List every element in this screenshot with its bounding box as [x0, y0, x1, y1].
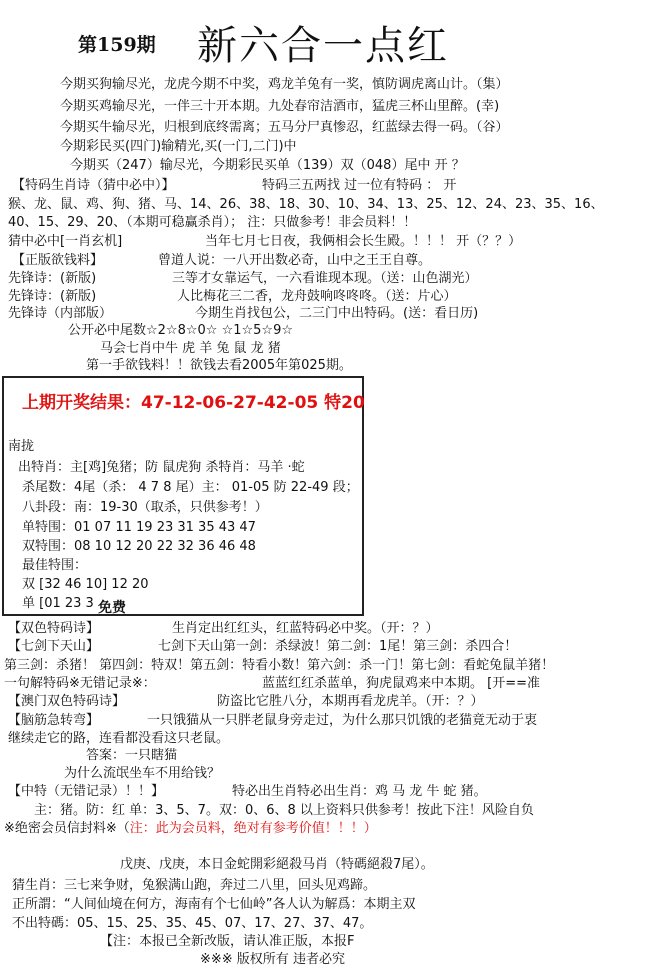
issue-number: 第159期 — [78, 34, 156, 56]
section-text: 特码三五两找 过一位有特码 ： 开 — [262, 178, 457, 193]
box-line: 八卦段：南：19-30（取杀，只供参考！） — [22, 500, 268, 515]
section-label: 【脑筋急转弯】 — [8, 713, 100, 728]
number-list: 40、15、29、20、（本期可稳赢杀肖）； 注：只做参考！非会员料！！ — [8, 215, 417, 230]
box-line: 出特肖：主[鸡]兔猪；防 鼠虎狗 杀特肖：马羊 ·蛇 — [18, 460, 305, 475]
box-line: 南拢 — [8, 439, 35, 454]
vip-label: ※绝密会员信封料※（ — [4, 821, 130, 836]
intro-line: 今期买牛输尽光，归根到底终需离；五马分尸真惨忍，红蓝绿去得一码。（谷） — [60, 120, 509, 135]
section-label: 【七剑下天山】 — [8, 639, 100, 654]
bottom-line: 正所謂：“人间仙境在何方，海南有个七仙岭”各人认为解爲：本期主双 — [12, 897, 416, 912]
result-special: 特20 — [324, 393, 365, 413]
last-result — [22, 388, 365, 413]
section-label: 一句解特码※无错记录※： — [4, 676, 156, 691]
bottom-line: 【注：本报已全新改版，请认准正版，本报F — [100, 934, 355, 949]
section-text: 当年七月七日夜，我俩相会长生殿。！！！ 开（？？） — [205, 234, 522, 249]
box-line: 双特围：08 10 12 20 22 32 36 46 48 — [22, 539, 256, 554]
section-text: 蓝蓝红红杀蓝单，狗虎鼠鸡来中本期。 [开==准 — [262, 676, 540, 691]
result-label: 上期开奖结果： — [22, 393, 141, 413]
section-label: 先锋诗：(新版) — [8, 271, 97, 286]
box-line: 杀尾数：4尾（杀： 4 7 8 尾）主： 01-05 防 22-49 段； — [22, 480, 359, 495]
section-label: 【澳门双色特码诗】 — [8, 694, 126, 709]
box-line: 单特围：01 07 11 19 23 31 35 43 47 — [22, 520, 256, 535]
money-riddle: 第一手欲钱料！！欲钱去看2005年第025期。 — [86, 358, 352, 373]
section-text: 人比梅花三二香，龙舟鼓响咚咚咚。（送：片心） — [177, 289, 457, 304]
section-text: 今期生肖找包公，二三门中出特码。(送：看日历) — [195, 306, 479, 321]
seven-swords-line: 第三剑：杀猪！ 第四剑：特双！第五剑：特看小数！第六剑：杀一门！第七剑：看蛇兔鼠羊猪！ — [4, 658, 555, 673]
section-label: 猜中必中[一肖玄机] — [8, 234, 123, 249]
section-text: 曾道人说：一八开出数必奇，山中之王王自尊。 — [158, 253, 432, 268]
bet-advice: 主：猪。防：红 单：3、5、7。双：0、6、8 以上资料只供参考！按此下注！风险自负 — [34, 803, 534, 818]
section-label: 先锋诗（内部版） — [8, 306, 113, 321]
bottom-line: 不出特碼：05、15、25、35、45、07、17、27、37、47。 — [12, 916, 373, 931]
intro-line: 今期买鸡输尽光，一伴三十开本期。九处春帘洁酒市，猛虎三杯山里醉。(幸) — [60, 99, 500, 114]
riddle-answer: 答案：一只瞎猫 — [86, 748, 178, 763]
section-label: 【特码生肖诗（猜中必中）】 — [12, 178, 175, 193]
copyright: ※※※ 版权所有 违者必究 — [200, 952, 345, 967]
box-line: 单 [01 23 3 — [22, 596, 94, 611]
page-title: 新六合一点红 — [197, 23, 449, 69]
intro-line: 今期彩民买(四门)输精光,买(一门,二门)中 — [60, 139, 297, 154]
intro-line: 今期买狗输尽光，龙虎今期不中奖，鸡龙羊兔有一奖，慎防调虎离山计。（集） — [60, 77, 509, 92]
section-text: 生肖定出红红头，红蓝特码必中奖。（开：？） — [172, 621, 439, 636]
section-label: 【中特（无错记录）！！】 — [8, 784, 165, 799]
tail-numbers: 公开必中尾数☆2☆8☆0☆ ☆1☆5☆9☆ — [68, 323, 293, 338]
section-label: 【正版欲钱料】 — [12, 253, 104, 268]
free-label: 免费 — [98, 600, 126, 616]
box-line: 双 [32 46 10] 12 20 — [22, 577, 149, 592]
bottom-line: 戊庚、戊庚，本日金蛇開彩絕殺马肖（特碼絕殺7尾）。 — [120, 857, 434, 872]
bottom-line: 猜生肖：三七来争财，兔猴满山跑，奔过二八里，回头见鸡蹄。 — [12, 878, 377, 893]
section-label: 【双色特码诗】 — [8, 621, 100, 636]
seven-zodiac: 马会七肖中牛 虎 羊 兔 鼠 龙 猪 — [100, 341, 281, 356]
vip-line — [4, 820, 377, 837]
section-text: 特必出生肖特必出生肖：鸡 马 龙 牛 蛇 猪。 — [232, 784, 487, 799]
intro-line: 今期买（247）输尽光，今期彩民买单（139）双（048）尾中 开 ？ — [70, 158, 465, 173]
box-line: 最佳特围： — [22, 558, 88, 573]
riddle-question: 为什么流氓坐车不用给钱？ — [64, 766, 221, 781]
section-text: 七剑下天山第一剑：杀绿波！第二剑：1尾！第三剑：杀四合！ — [158, 639, 518, 654]
number-list: 猴、龙、鼠、鸡、狗、猪、马、14、26、38、18、30、10、34、13、25、12、24、23、35、16、 — [8, 197, 604, 212]
result-numbers: 47-12-06-27-42-05 — [141, 393, 319, 413]
section-text: 一只饿猫从一只胖老鼠身旁走过，为什么那只饥饿的老猫竟无动于衷 — [147, 713, 538, 728]
riddle-line: 继续走它的路，连看都没看这只老鼠。 — [8, 731, 230, 746]
section-text: 防盗比它胜八分，本期再看龙虎羊。（开：？） — [217, 694, 484, 709]
section-label: 先锋诗：(新版) — [8, 289, 97, 304]
section-text: 三等才女靠运气，一六看谁现本现。（送：山色湖光） — [172, 271, 478, 286]
vip-note: 注：此为会员料，绝对有参考价值！！！） — [129, 821, 377, 836]
